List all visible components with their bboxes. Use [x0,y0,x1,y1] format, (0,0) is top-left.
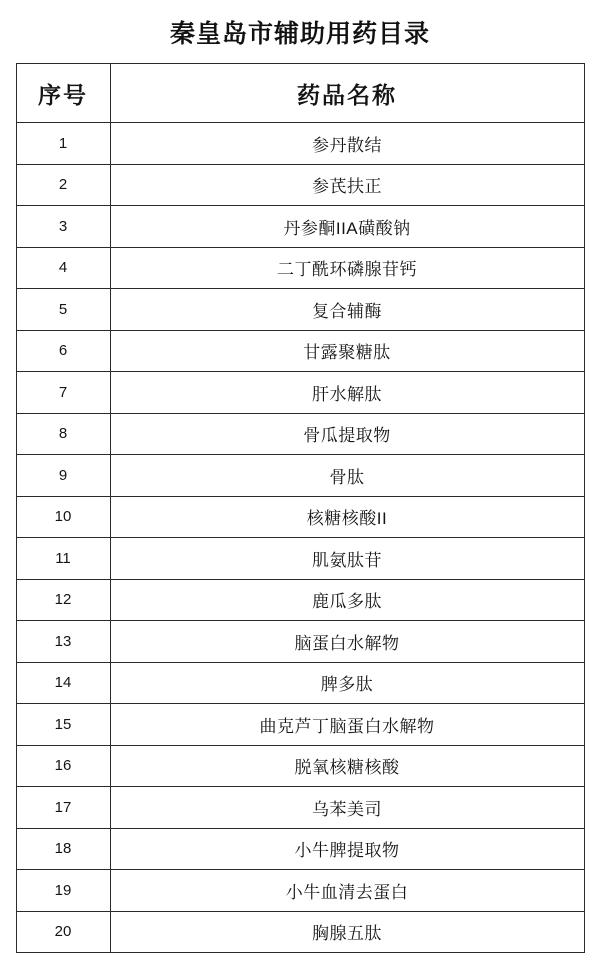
cell-drug-name: 曲克芦丁脑蛋白水解物 [110,704,584,746]
cell-drug-name: 甘露聚糖肽 [110,330,584,372]
cell-drug-name: 核糖核酸II [110,496,584,538]
table-row [16,413,584,455]
cell-index: 4 [16,247,110,289]
table-row [16,289,584,331]
table-row [16,911,584,953]
cell-index: 13 [16,621,110,663]
cell-index: 10 [16,496,110,538]
cell-drug-name: 脑蛋白水解物 [110,621,584,663]
cell-drug-name: 脾多肽 [110,662,584,704]
table-row [16,828,584,870]
table-row [16,496,584,538]
drug-catalog-table [16,63,585,953]
cell-drug-name: 肌氨肽苷 [110,538,584,580]
cell-index: 5 [16,289,110,331]
cell-index: 11 [16,538,110,580]
column-header-name: 药品名称 [110,64,584,123]
cell-index: 20 [16,911,110,953]
cell-index: 19 [16,870,110,912]
table-row [16,330,584,372]
table-row [16,164,584,206]
cell-index: 9 [16,455,110,497]
table-row [16,662,584,704]
table-body [16,123,584,953]
table-row [16,538,584,580]
cell-index: 1 [16,123,110,165]
cell-index: 15 [16,704,110,746]
table-row [16,745,584,787]
cell-drug-name: 复合辅酶 [110,289,584,331]
cell-index: 7 [16,372,110,414]
table-row [16,579,584,621]
cell-drug-name: 骨瓜提取物 [110,413,584,455]
cell-index: 14 [16,662,110,704]
page-title: 秦皇岛市辅助用药目录 [169,20,430,48]
cell-drug-name: 骨肽 [110,455,584,497]
cell-drug-name: 参丹散结 [110,123,584,165]
table-row [16,247,584,289]
cell-index: 18 [16,828,110,870]
cell-drug-name: 脱氧核糖核酸 [110,745,584,787]
cell-index: 8 [16,413,110,455]
cell-drug-name: 胸腺五肽 [110,911,584,953]
cell-drug-name: 丹参酮IIA磺酸钠 [110,206,584,248]
table-header-row [16,64,584,123]
cell-index: 16 [16,745,110,787]
cell-index: 17 [16,787,110,829]
cell-index: 3 [16,206,110,248]
cell-drug-name: 小牛脾提取物 [110,828,584,870]
cell-index: 6 [16,330,110,372]
table-row [16,621,584,663]
cell-index: 2 [16,164,110,206]
table-header [16,64,584,123]
cell-drug-name: 肝水解肽 [110,372,584,414]
cell-index: 12 [16,579,110,621]
table-row [16,206,584,248]
table-row [16,704,584,746]
column-header-index: 序号 [16,64,110,123]
table-row [16,455,584,497]
cell-drug-name: 小牛血清去蛋白 [110,870,584,912]
cell-drug-name: 二丁酰环磷腺苷钙 [110,247,584,289]
table-row [16,123,584,165]
table-row [16,870,584,912]
cell-drug-name: 参芪扶正 [110,164,584,206]
table-row [16,372,584,414]
cell-drug-name: 鹿瓜多肽 [110,579,584,621]
cell-drug-name: 乌苯美司 [110,787,584,829]
table-row [16,787,584,829]
